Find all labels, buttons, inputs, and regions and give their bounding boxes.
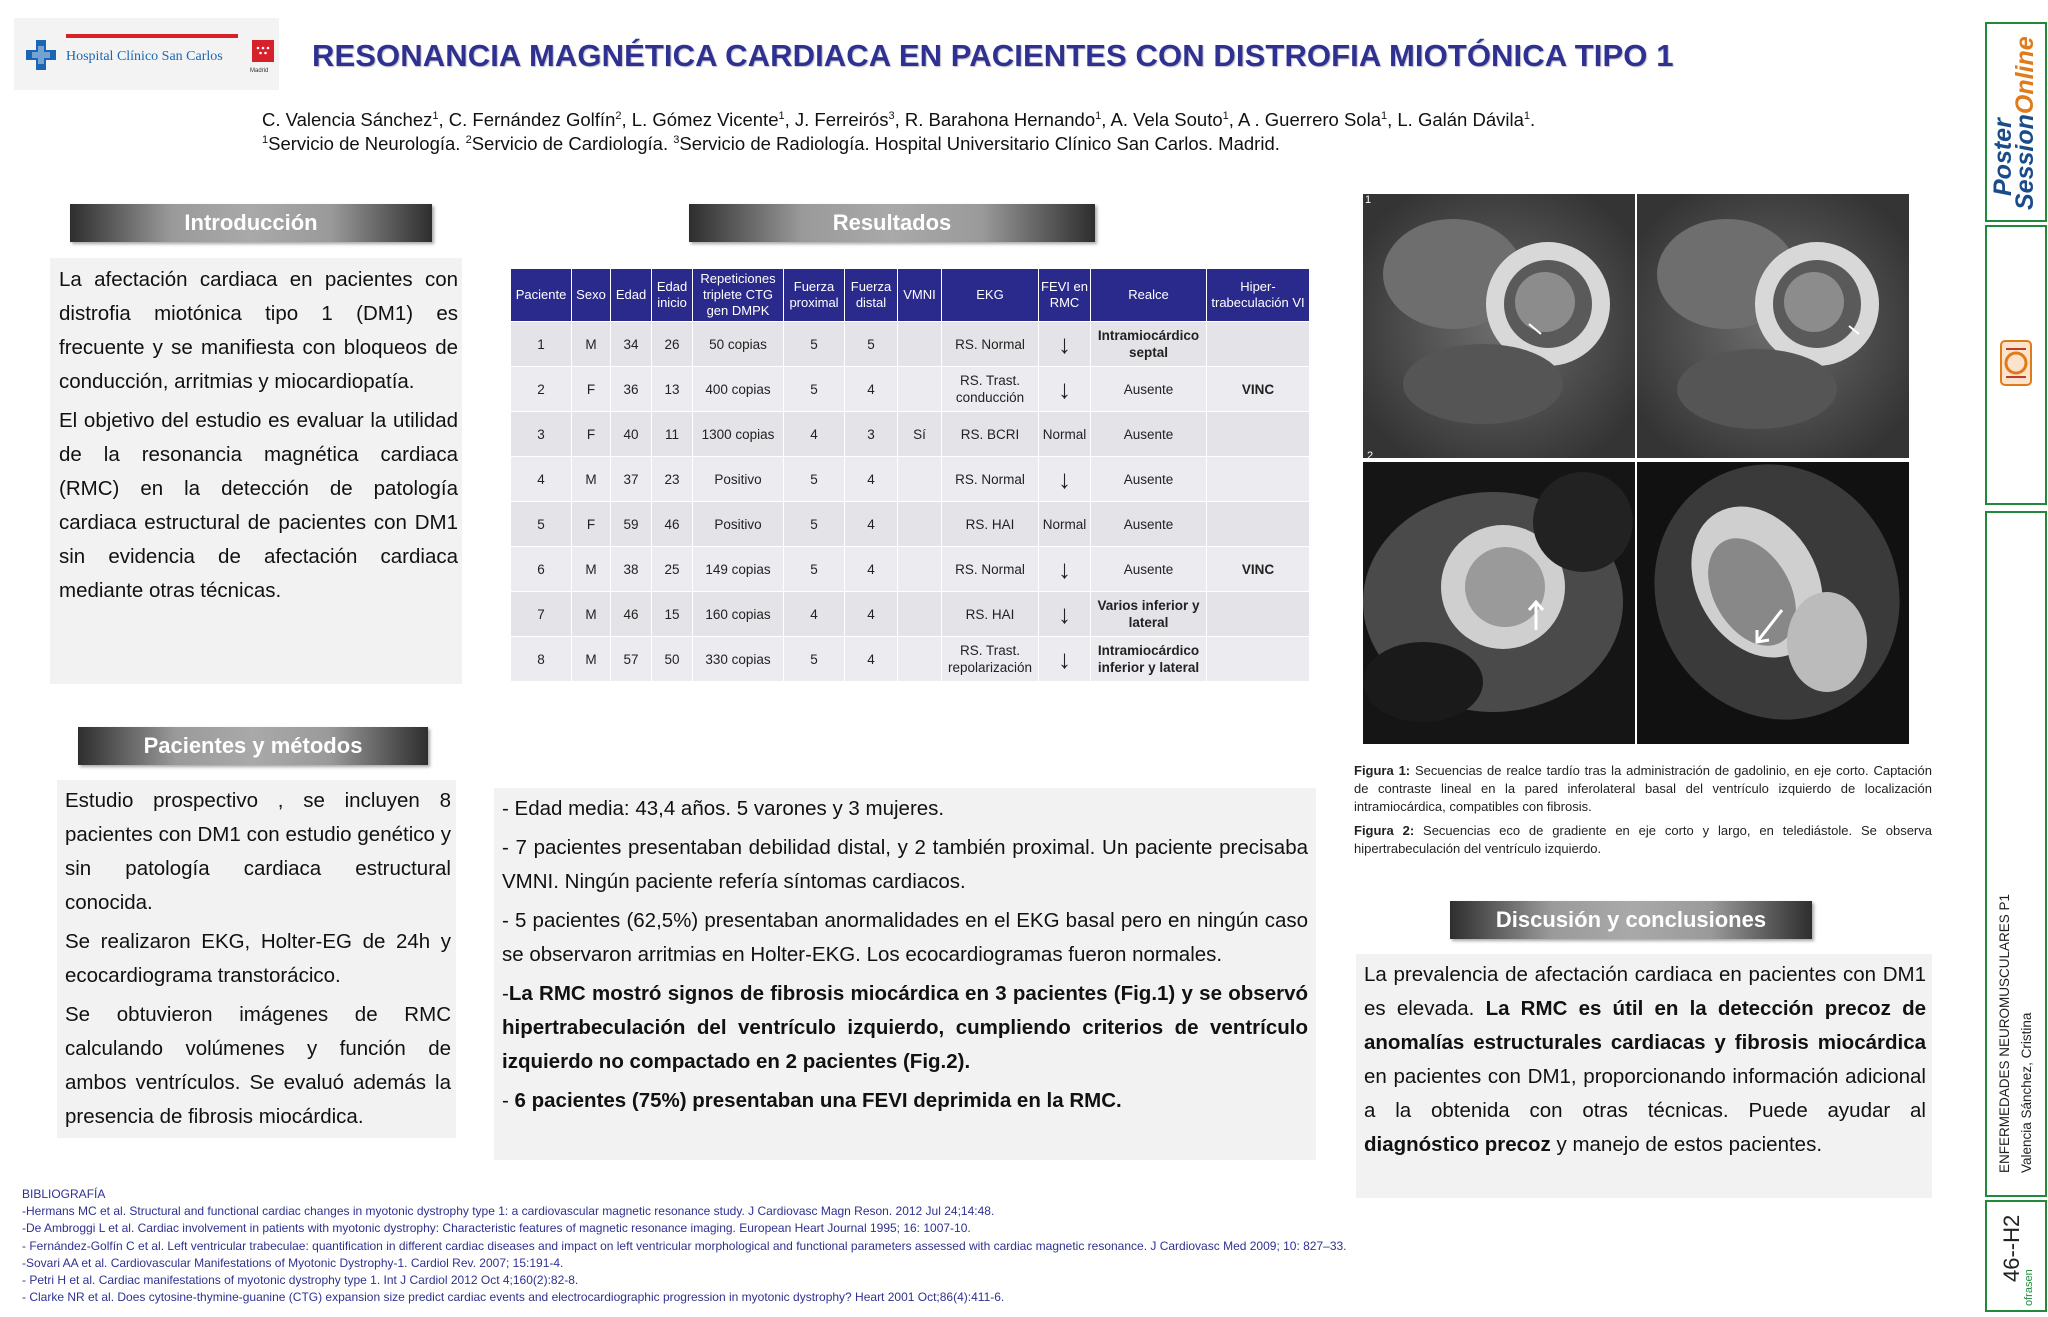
- table-cell: 37: [611, 457, 652, 502]
- session-author: Valencia Sánchez, Cristina: [2019, 1012, 2034, 1173]
- methods-box: [57, 780, 456, 1138]
- table-cell: [898, 547, 942, 592]
- table-cell: 3: [845, 412, 898, 457]
- table-cell: F: [572, 412, 611, 457]
- session-category: ENFERMEDADES NEUROMUSCULARES P1: [1997, 893, 2012, 1173]
- table-cell: 46: [652, 502, 693, 547]
- table-cell: 5: [784, 457, 845, 502]
- results-bullet-5: - 6 pacientes (75%) presentaban una FEVI deprimida en la RMC.: [502, 1089, 1122, 1112]
- affiliation: Servicio de Radiología. Hospital Universitario Clínico San Carlos. Madrid.: [679, 133, 1280, 155]
- methods-paragraph-3: Se obtuvieron imágenes de RMC calculando volúmenes y función de ambos ventrículos. Se evaluó además la presencia de fibrosis miocárdica.: [65, 1003, 451, 1128]
- logo-red-bar: [66, 34, 238, 38]
- table-cell: [1207, 637, 1310, 682]
- table-cell: Intramiocárdico septal: [1091, 322, 1207, 367]
- table-cell: 5: [784, 367, 845, 412]
- patients-table: [510, 268, 1310, 682]
- table-cell: Ausente: [1091, 367, 1207, 412]
- table-row: [511, 412, 1310, 457]
- table-cell: Intramiocárdico inferior y lateral: [1091, 637, 1207, 682]
- table-cell: 6: [511, 547, 572, 592]
- intro-box: [50, 258, 462, 684]
- author: J. Ferreirós: [794, 109, 889, 131]
- table-cell: 149 copias: [693, 547, 784, 592]
- table-cell: RS. HAI: [942, 592, 1039, 637]
- table-cell: ↓: [1039, 637, 1091, 682]
- logo-madrid-label: Madrid: [250, 68, 269, 74]
- table-header-cell: Hiper-trabeculación VI: [1207, 269, 1310, 322]
- figure-2-caption: Figura 2: Secuencias eco de gradiente en eje corto y largo, en telediástole. Se observa hipertrabeculación del ventrículo izquierdo.: [1354, 823, 1932, 856]
- table-cell: 38: [611, 547, 652, 592]
- table-body: [511, 322, 1310, 682]
- intro-paragraph-2: El objetivo del estudio es evaluar la utilidad de la resonancia magnética cardiaca (RMC) en la detección de patología cardiaca estructural de pacientes con DM1 sin evidencia de afectación cardiaca mediante otras técnicas.: [59, 409, 458, 602]
- discussion-paragraph: La prevalencia de afectación cardiaca en pacientes con DM1 es elevada. La RMC es útil en la detección precoz de anomalías estructurales cardiacas y fibrosis miocárdica en pacientes con DM1, proporcionando información adicional a la obtenida con otras técnicas. Puede ayudar al diagnóstico precoz y manejo de estos pacientes.: [1364, 963, 1926, 1156]
- table-cell: RS. Normal: [942, 322, 1039, 367]
- table-cell: F: [572, 367, 611, 412]
- table-cell: [898, 592, 942, 637]
- table-cell: 1: [511, 322, 572, 367]
- results-bullet-4: -La RMC mostró signos de fibrosis miocárdica en 3 pacientes (Fig.1) y se observó hipertrabeculación del ventrículo izquierdo, cumpliendo criterios de ventrículo izquierdo no compactado en 2 pacientes (Fig.2).: [502, 982, 1308, 1073]
- table-cell: Ausente: [1091, 412, 1207, 457]
- table-cell: 23: [652, 457, 693, 502]
- table-cell: 4: [784, 412, 845, 457]
- bibliography-title: BIBLIOGRAFÍA: [22, 1187, 106, 1201]
- mri-fig2-right: [1637, 462, 1909, 744]
- table-header-cell: EKG: [942, 269, 1039, 322]
- table-cell: [1207, 457, 1310, 502]
- table-cell: RS. Trast. repolarización: [942, 637, 1039, 682]
- table-row: [511, 322, 1310, 367]
- bibliography-item: - Fernández-Golfín C et al. Left ventricular trabeculae: quantification in different cardiac diseases and impact on left ventricular morphological and functional parameters assessed with cardiac magnetic resonance. J Cardiovasc Med 2009; 10: 827–33.: [22, 1238, 1347, 1253]
- table-cell: Ausente: [1091, 502, 1207, 547]
- poster-code: 46--H2: [1999, 1214, 2024, 1282]
- table-cell: ↓: [1039, 547, 1091, 592]
- table-cell: [898, 367, 942, 412]
- table-cell: [898, 322, 942, 367]
- table-cell: 11: [652, 412, 693, 457]
- table-header-cell: Realce: [1091, 269, 1207, 322]
- table-cell: Ausente: [1091, 457, 1207, 502]
- table-cell: M: [572, 322, 611, 367]
- table-cell: 4: [845, 637, 898, 682]
- table-cell: F: [572, 502, 611, 547]
- table-cell: 160 copias: [693, 592, 784, 637]
- table-cell: RS. BCRI: [942, 412, 1039, 457]
- table-cell: 50: [652, 637, 693, 682]
- poster-title: RESONANCIA MAGNÉTICA CARDIACA EN PACIENTES CON DISTROFIA MIOTÓNICA TIPO 1: [312, 38, 1674, 73]
- table-cell: 34: [611, 322, 652, 367]
- table-cell: ↓: [1039, 592, 1091, 637]
- figure-2-label: 2: [1367, 450, 1374, 462]
- table-cell: ↓: [1039, 367, 1091, 412]
- figure-1-label: 1: [1365, 194, 1372, 206]
- table-cell: 4: [845, 547, 898, 592]
- intro-heading: Introducción: [70, 204, 432, 242]
- table-cell: Normal: [1039, 502, 1091, 547]
- table-cell: 5: [784, 547, 845, 592]
- table-cell: 5: [784, 637, 845, 682]
- table-header-cell: Fuerza proximal: [784, 269, 845, 322]
- logo-hospital-name: Hospital Clínico San Carlos: [66, 49, 223, 64]
- society-emblem-icon: [1997, 339, 2035, 387]
- table-cell: 3: [511, 412, 572, 457]
- table-cell: Sí: [898, 412, 942, 457]
- table-cell: 4: [511, 457, 572, 502]
- table-cell: 400 copias: [693, 367, 784, 412]
- bibliography-item: -De Ambroggi L et al. Cardiac involvement in patients with myotonic dystrophy: Characteristic features of magnetic resonance imaging. European Heart Journal 1995; 16: 1007-10.: [22, 1221, 971, 1236]
- results-bullet-1: - Edad media: 43,4 años. 5 varones y 3 mujeres.: [502, 797, 945, 820]
- table-cell: 26: [652, 322, 693, 367]
- table-cell: 40: [611, 412, 652, 457]
- table-header-cell: Fuerza distal: [845, 269, 898, 322]
- table-cell: [1207, 322, 1310, 367]
- table-cell: M: [572, 637, 611, 682]
- author: C. Valencia Sánchez: [262, 109, 433, 131]
- results-bullet-3: - 5 pacientes (62,5%) presentaban anormalidades en el EKG basal pero en ningún caso se observaron arritmias en Holter-EKG. Los ecocardiogramas fueron normales.: [502, 909, 1308, 966]
- table-cell: Positivo: [693, 457, 784, 502]
- author-list: C. Valencia Sánchez$^1$, C. Fernández Golfín$^2$, L. Gómez Vicente$^1$, J. Ferreirós$^3$, R. Barahona Hernando$^1$, A. Vela Souto$^1$, A . Guerrero Sola$^1$, L. Galán Dávila$^1$.: [262, 109, 1536, 131]
- table-cell: ↓: [1039, 322, 1091, 367]
- author: C. Fernández Golfín: [448, 109, 616, 131]
- table-cell: Positivo: [693, 502, 784, 547]
- table-cell: 50 copias: [693, 322, 784, 367]
- table-cell: RS. Normal: [942, 547, 1039, 592]
- hospital-cross-icon: [24, 38, 58, 72]
- discussion-box: [1356, 954, 1932, 1198]
- table-cell: 57: [611, 637, 652, 682]
- author: A. Vela Souto: [1110, 109, 1223, 131]
- author: L. Galán Dávila: [1397, 109, 1524, 131]
- table-cell: M: [572, 592, 611, 637]
- table-cell: 8: [511, 637, 572, 682]
- table-cell: [1207, 502, 1310, 547]
- table-cell: VINC: [1207, 367, 1310, 412]
- table-header-cell: Edad: [611, 269, 652, 322]
- table-cell: 330 copias: [693, 637, 784, 682]
- affiliation: Servicio de Neurología.: [268, 133, 466, 155]
- bibliography-item: - Petri H et al. Cardiac manifestations of myotonic dystrophy type 1. Int J Cardiol 2012 Oct 4;160(2):82-8.: [22, 1273, 579, 1288]
- table-cell: [1207, 412, 1310, 457]
- table-cell: 4: [845, 502, 898, 547]
- table-cell: 46: [611, 592, 652, 637]
- society-logo-panel: [1985, 225, 2047, 505]
- methods-heading: Pacientes y métodos: [78, 727, 428, 765]
- table-row: [511, 502, 1310, 547]
- table-cell: RS. Trast. conducción: [942, 367, 1039, 412]
- table-header-row: [511, 269, 1310, 322]
- table-cell: 25: [652, 547, 693, 592]
- table-cell: RS. HAI: [942, 502, 1039, 547]
- table-cell: Varios inferior y lateral: [1091, 592, 1207, 637]
- brand-session: SessionOnline: [2011, 36, 2039, 210]
- mri-fig1-right: [1637, 194, 1909, 458]
- brand-poster: Poster: [1989, 118, 2017, 196]
- methods-paragraph-1: Estudio prospectivo , se incluyen 8 pacientes con DM1 con estudio genético y sin patología cardiaca estructural conocida.: [65, 789, 451, 914]
- table-cell: 1300 copias: [693, 412, 784, 457]
- discussion-heading: Discusión y conclusiones: [1450, 901, 1812, 939]
- table-cell: Normal: [1039, 412, 1091, 457]
- table-row: [511, 637, 1310, 682]
- table-header-cell: VMNI: [898, 269, 942, 322]
- table-cell: RS. Normal: [942, 457, 1039, 502]
- table-cell: 4: [784, 592, 845, 637]
- table-row: [511, 547, 1310, 592]
- table-row: [511, 457, 1310, 502]
- table-cell: 4: [845, 457, 898, 502]
- author: R. Barahona Hernando: [904, 109, 1096, 131]
- table-cell: ↓: [1039, 457, 1091, 502]
- methods-paragraph-2: Se realizaron EKG, Holter-EG de 24h y ecocardiograma transtorácico.: [65, 930, 451, 987]
- affiliation: Servicio de Cardiología.: [471, 133, 674, 155]
- bibliography: [22, 1186, 1347, 1306]
- table-cell: 36: [611, 367, 652, 412]
- table-row: [511, 592, 1310, 637]
- hospital-logo: [14, 18, 279, 90]
- table-cell: M: [572, 457, 611, 502]
- table-cell: 7: [511, 592, 572, 637]
- table-cell: 15: [652, 592, 693, 637]
- table-cell: [898, 502, 942, 547]
- madrid-flag-icon: [252, 40, 274, 62]
- affiliations: $^1$Servicio de Neurología. $^2$Servicio de Cardiología. $^3$Servicio de Radiología. Hospital Universitario Clínico San Carlos. Madrid.: [262, 133, 1280, 155]
- bibliography-item: -Sovari AA et al. Cardiovascular Manifestations of Myotonic Dystrophy-1. Cardiol Rev. 2007; 15:191-4.: [22, 1255, 564, 1270]
- table-header-cell: Paciente: [511, 269, 572, 322]
- results-bullet-2: - 7 pacientes presentaban debilidad distal, y 2 también proximal. Un paciente precisaba VMNI. Ningún paciente refería síntomas cardiacos.: [502, 836, 1308, 893]
- table-header-cell: Repeticiones triplete CTG gen DMPK: [693, 269, 784, 322]
- intro-paragraph-1: La afectación cardiaca en pacientes con distrofia miotónica tipo 1 (DM1) es frecuente y se manifiesta con bloqueos de conducción, arritmias y miocardiopatía.: [59, 268, 458, 393]
- table-cell: Ausente: [1091, 547, 1207, 592]
- table-cell: [1207, 592, 1310, 637]
- table-cell: 5: [784, 322, 845, 367]
- table-cell: M: [572, 547, 611, 592]
- bibliography-item: -Hermans MC et al. Structural and functional cardiac changes in myotonic dystrophy type 1: a cardiovascular magnetic resonance study. J Cardiovasc Magn Reson. 2012 Jul 24;14:48.: [22, 1204, 995, 1219]
- table-cell: 5: [845, 322, 898, 367]
- bibliography-list: [22, 1203, 1347, 1306]
- mri-fig1-left: [1363, 194, 1635, 458]
- sidebar-footer: ofrasen: [2023, 1269, 2035, 1306]
- table-cell: 13: [652, 367, 693, 412]
- results-heading: Resultados: [689, 204, 1095, 242]
- bibliography-item: - Clarke NR et al. Does cytosine-thymine-guanine (CTG) expansion size predict cardiac events and electrocardiographic progression in myotonic dystrophy? Heart 2001 Oct;86(4):411-6.: [22, 1290, 1005, 1305]
- poster-session-online-logo: [1985, 22, 2047, 222]
- mri-fig2-left: [1363, 450, 1635, 744]
- table-header-cell: FEVI en RMC: [1039, 269, 1091, 322]
- table-cell: 5: [511, 502, 572, 547]
- table-cell: [898, 457, 942, 502]
- table-row: [511, 367, 1310, 412]
- results-box: [494, 788, 1316, 1160]
- table-cell: [898, 637, 942, 682]
- author: L. Gómez Vicente: [631, 109, 779, 131]
- table-cell: 4: [845, 592, 898, 637]
- session-info-panel: [1985, 511, 2047, 1197]
- table-cell: 59: [611, 502, 652, 547]
- table-cell: VINC: [1207, 547, 1310, 592]
- table-header-cell: Sexo: [572, 269, 611, 322]
- table-cell: 5: [784, 502, 845, 547]
- table-cell: 2: [511, 367, 572, 412]
- figure-1-caption: Figura 1: Secuencias de realce tardío tras la administración de gadolinio, en eje corto. Captación de contraste lineal en la pared inferolateral basal del ventrículo izquierdo de localización intramiocárdica, compatibles con fibrosis.: [1354, 763, 1932, 814]
- table-header-cell: Edad inicio: [652, 269, 693, 322]
- poster-code-panel: [1985, 1200, 2047, 1312]
- table-cell: 4: [845, 367, 898, 412]
- author: A . Guerrero Sola: [1238, 109, 1381, 131]
